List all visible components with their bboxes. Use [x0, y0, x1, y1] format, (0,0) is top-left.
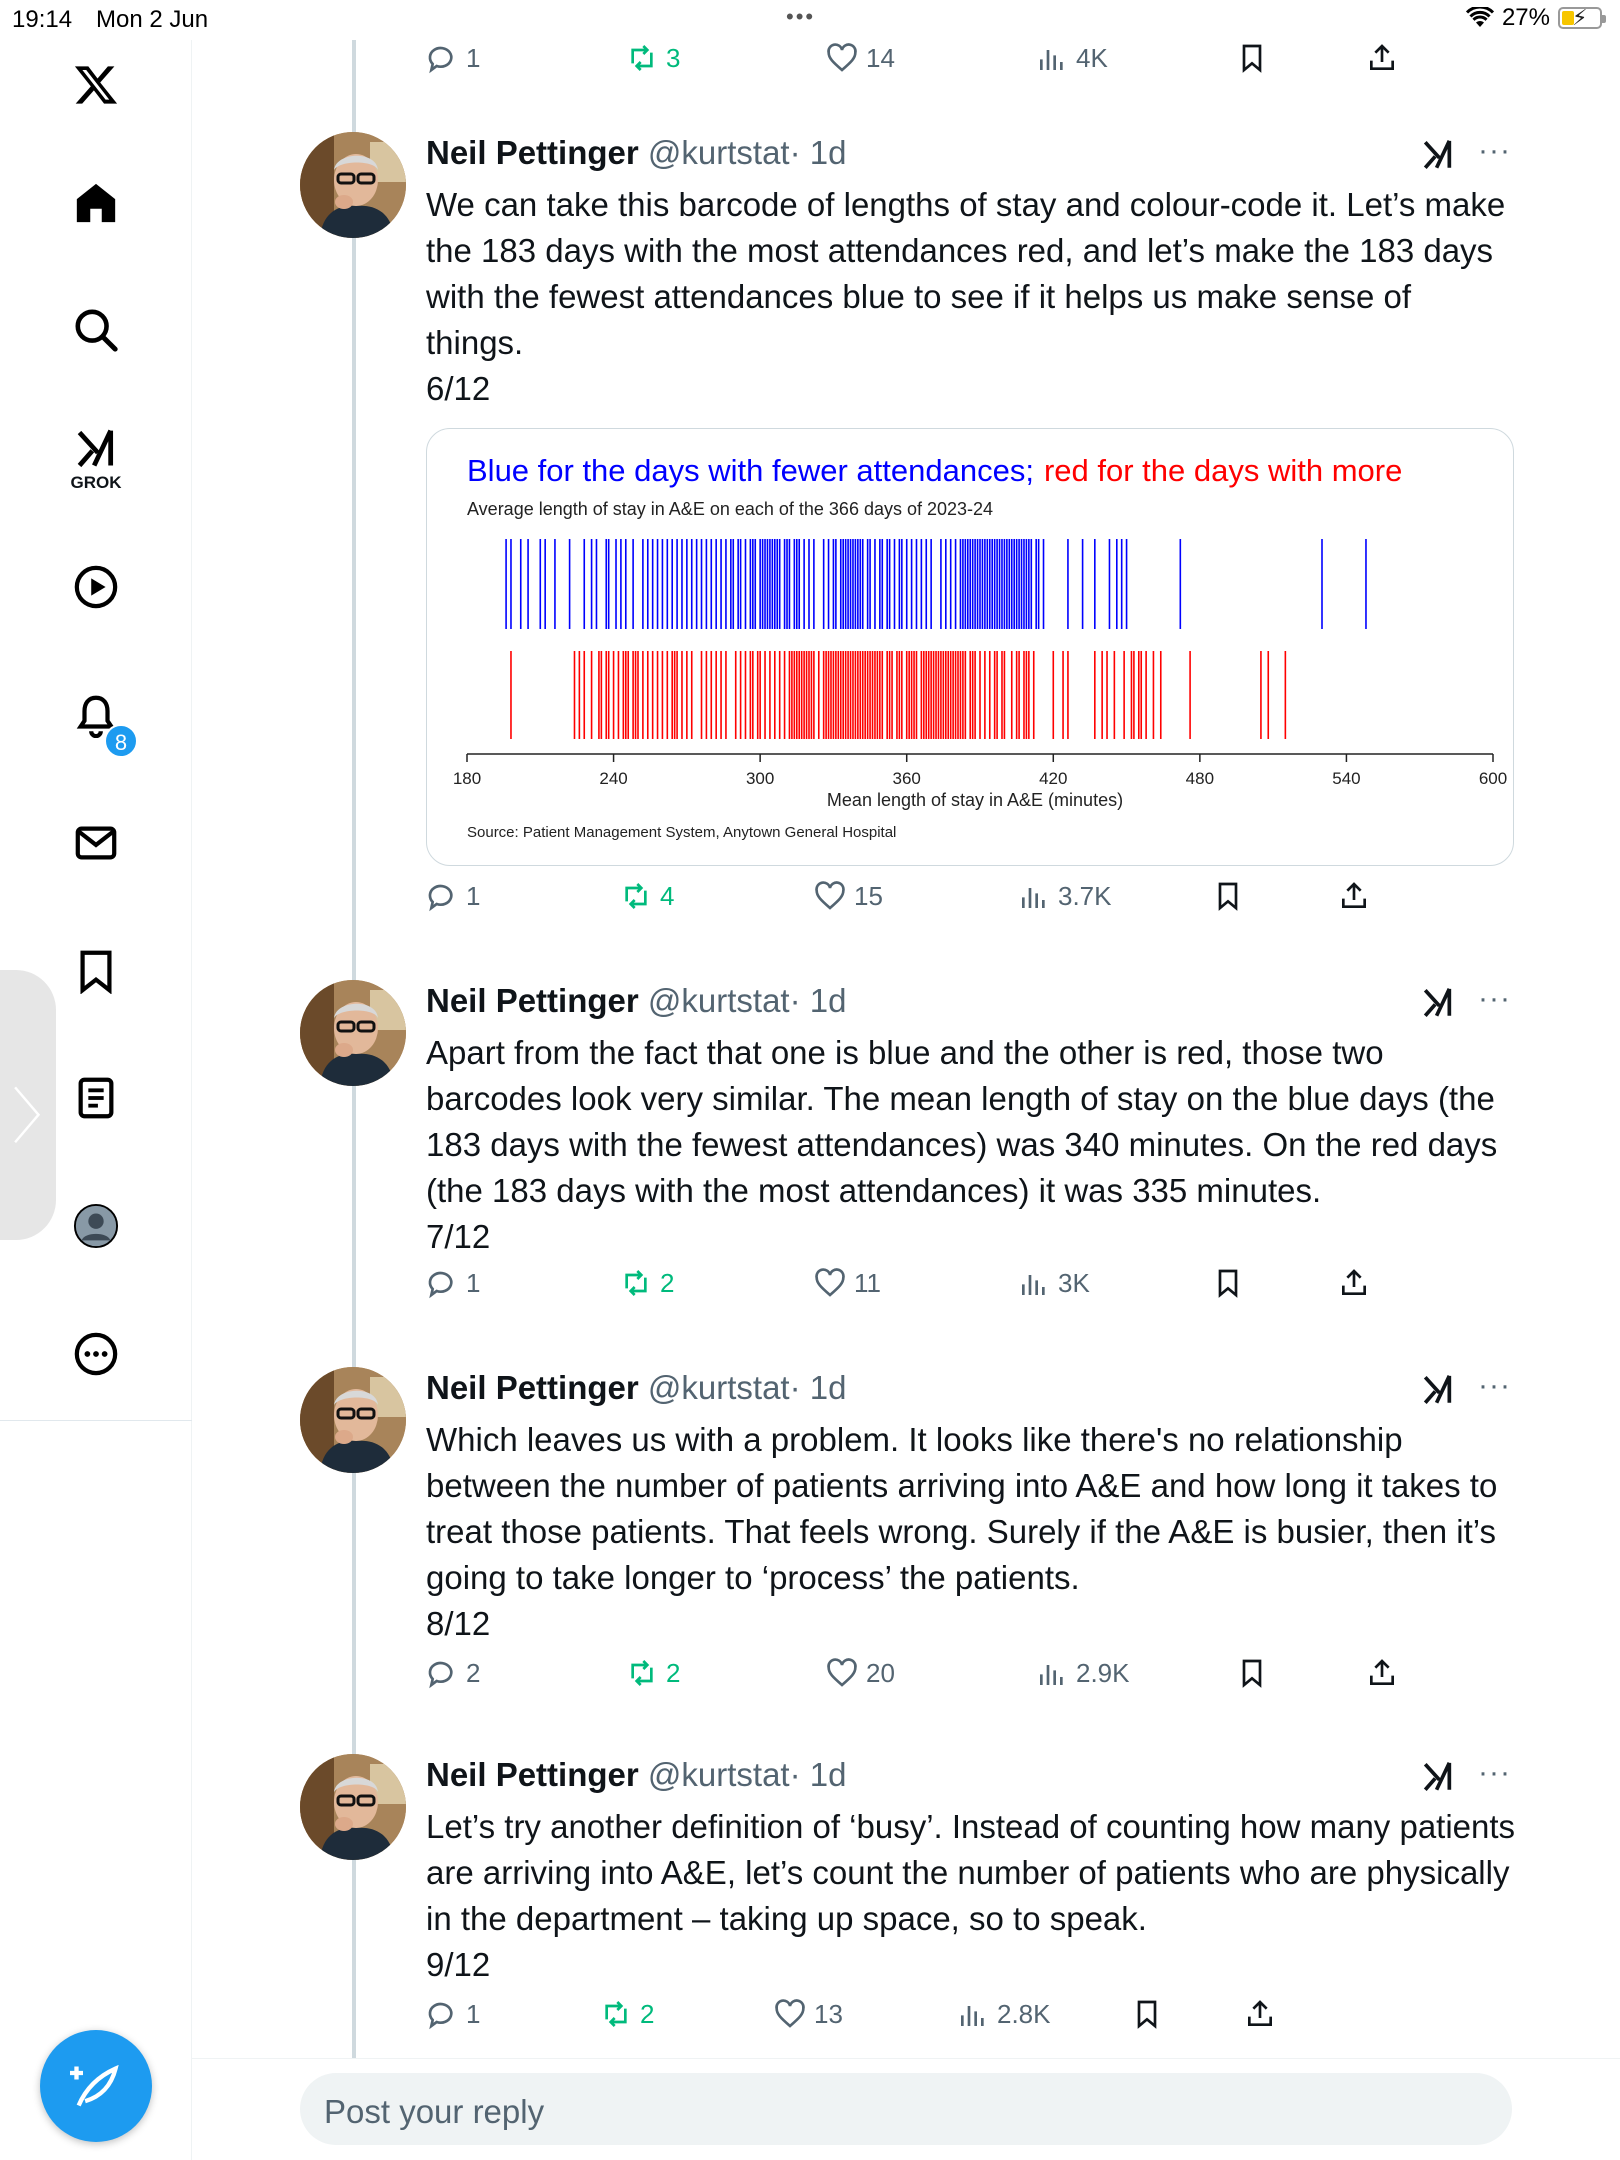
post-time[interactable]: · 1d [789, 982, 847, 1019]
reply-icon [426, 1998, 458, 2030]
share-button[interactable] [1366, 1657, 1398, 1689]
compose-post-button[interactable] [40, 2030, 152, 2142]
reply-button[interactable] [426, 1657, 480, 1689]
post-header [426, 1369, 846, 1407]
drawer-handle[interactable] [0, 970, 72, 1240]
chart-xlabel: Mean length of stay in A&E (minutes) [826, 790, 1124, 810]
author-handle[interactable]: @kurtstat [647, 982, 790, 1019]
post-header [426, 982, 846, 1020]
like-count: 13 [814, 1998, 843, 2029]
chart-title-red: red for the days with more [1043, 453, 1403, 488]
reply-button[interactable] [426, 1998, 480, 2030]
repost-count: 2 [640, 1998, 655, 2029]
like-count: 15 [854, 880, 883, 911]
author-name[interactable]: Neil Pettinger [426, 1369, 639, 1406]
repost-icon [626, 1657, 658, 1689]
chart-card[interactable] [426, 428, 1514, 866]
more-icon[interactable] [0, 1309, 192, 1399]
post-actions [426, 42, 1426, 82]
share-button[interactable] [1338, 1267, 1370, 1299]
heart-icon [814, 1267, 846, 1299]
view-count: 4K [1076, 42, 1108, 73]
post-more-button[interactable]: ··· [1478, 1369, 1511, 1402]
like-count: 20 [866, 1657, 895, 1688]
status-bar [0, 0, 1620, 40]
grok-label: GROK [70, 473, 122, 492]
grok-icon [1420, 986, 1456, 1020]
x-tick-label: 540 [1332, 769, 1361, 788]
author-handle[interactable]: @kurtstat [647, 1369, 790, 1406]
reply-button[interactable] [426, 880, 480, 912]
post-time[interactable]: · 1d [789, 134, 847, 171]
post-actions [426, 1998, 1426, 2038]
reply-count: 2 [466, 1657, 481, 1688]
views-icon [1018, 880, 1050, 912]
like-button[interactable] [814, 880, 883, 912]
reply-button[interactable] [426, 1267, 480, 1299]
views-icon [957, 1998, 989, 2030]
bookmark-button[interactable] [1131, 1998, 1163, 2030]
heart-icon [826, 42, 858, 74]
like-count: 11 [854, 1267, 881, 1298]
share-button[interactable] [1338, 880, 1370, 912]
battery-icon: ⚡ [1558, 7, 1602, 29]
chart-subtitle: Average length of stay in A&E on each of the 366 days of 2023-24 [467, 499, 994, 519]
post-time[interactable]: · 1d [789, 1756, 847, 1793]
post-actions [426, 1657, 1426, 1697]
reply-icon [426, 1267, 458, 1299]
grok-icon [1420, 138, 1456, 172]
chart-source: Source: Patient Management System, Anytown General Hospital [467, 824, 897, 841]
repost-icon [620, 1267, 652, 1299]
reply-count: 1 [466, 1267, 481, 1298]
reply-button[interactable] [426, 42, 480, 74]
grok-icon [1420, 1373, 1456, 1407]
author-handle[interactable]: @kurtstat [647, 1756, 790, 1793]
share-button[interactable] [1244, 1998, 1276, 2030]
x-tick-label: 600 [1478, 769, 1508, 788]
feather-plus-icon [70, 2060, 122, 2112]
post-text: Apart from the fact that one is blue and the other is red, those two barcodes look very similar. The mean length of stay on the blue days (the 183 days with the fewest attendances) was 340 minutes. On the red days (the 183 days with the most attendances) it was 335 minutes. 7/12 [426, 1034, 1498, 1255]
heart-icon [814, 880, 846, 912]
share-icon [1338, 880, 1370, 912]
post-header [426, 1756, 846, 1794]
reply-icon [426, 880, 458, 912]
chart-title-blue: Blue for the days with fewer attendances [467, 453, 1026, 488]
bookmark-button[interactable] [1212, 1267, 1244, 1299]
reply-count: 1 [466, 42, 481, 73]
like-button[interactable] [826, 42, 895, 74]
status-time: 19:14 [12, 6, 73, 33]
repost-button[interactable] [626, 42, 680, 74]
avatar[interactable] [300, 1367, 406, 1473]
grok-icon[interactable] [0, 415, 192, 505]
view-count: 3K [1058, 1267, 1090, 1298]
repost-count: 3 [666, 42, 681, 73]
views-button[interactable] [957, 1998, 1051, 2030]
bookmark-button[interactable] [1212, 880, 1244, 912]
view-count: 2.8K [997, 1998, 1051, 2029]
sidebar-divider [0, 1420, 192, 1421]
bookmark-icon [1236, 42, 1268, 74]
share-icon [1366, 1657, 1398, 1689]
repost-icon [620, 880, 652, 912]
notifications-icon[interactable] [0, 670, 192, 760]
post-actions [426, 880, 1426, 920]
repost-count: 2 [660, 1267, 675, 1298]
status-date: Mon 2 Jun [96, 6, 209, 33]
reply-count: 1 [466, 1998, 481, 2029]
bookmark-button[interactable] [1236, 1657, 1268, 1689]
view-count: 3.7K [1058, 880, 1112, 911]
reply-icon [426, 42, 458, 74]
multitask-dots[interactable]: ••• [786, 4, 816, 29]
heart-icon [774, 1998, 806, 2030]
search-icon[interactable] [0, 285, 192, 375]
share-button[interactable] [1366, 42, 1398, 74]
grok-icon [1420, 1760, 1456, 1794]
author-name[interactable]: Neil Pettinger [426, 134, 639, 171]
repost-icon [626, 42, 658, 74]
x-logo-icon[interactable] [0, 40, 192, 130]
bookmark-icon [1212, 880, 1244, 912]
reply-bar [192, 2058, 1620, 2160]
post-more-button[interactable]: ··· [1478, 1756, 1511, 1789]
post-text: Which leaves us with a problem. It looks like there's no relationship between the number of patients arriving into A&E and how long it takes to treat those patients. That feels wrong. Surely if the A&E is busier, then it’s going to take longer to ‘process’ the patients. 8/12 [426, 1421, 1498, 1642]
x-tick-label: 240 [599, 769, 628, 788]
battery-percent: 27% [1501, 4, 1550, 31]
home-icon[interactable] [0, 158, 192, 248]
bookmark-icon [1212, 1267, 1244, 1299]
post-header [426, 134, 846, 172]
x-tick-label: 300 [745, 769, 775, 788]
views-button[interactable] [1036, 1657, 1130, 1689]
grok-explain-button[interactable] [1420, 1373, 1456, 1412]
like-button[interactable] [826, 1657, 895, 1689]
repost-count: 4 [660, 880, 675, 911]
heart-icon [826, 1657, 858, 1689]
reply-count: 1 [466, 880, 481, 911]
video-icon[interactable] [0, 542, 192, 632]
repost-count: 2 [666, 1657, 681, 1688]
avatar[interactable] [300, 1754, 406, 1860]
avatar[interactable] [300, 980, 406, 1086]
views-button[interactable] [1018, 880, 1112, 912]
chart-title-separator: ; [1025, 453, 1034, 488]
views-icon [1018, 1267, 1050, 1299]
messages-icon[interactable] [0, 798, 192, 888]
x-tick-label: 180 [452, 769, 482, 788]
views-icon [1036, 1657, 1068, 1689]
grok-explain-button[interactable] [1420, 986, 1456, 1025]
x-tick-label: 360 [892, 769, 921, 788]
x-tick-label: 480 [1185, 769, 1215, 788]
notification-badge: 8 [104, 724, 138, 758]
repost-button[interactable] [620, 1267, 674, 1299]
share-icon [1338, 1267, 1370, 1299]
bookmark-icon [1236, 1657, 1268, 1689]
reply-icon [426, 1657, 458, 1689]
svg-text:Blue for the days with fewer a [467, 453, 1402, 488]
barcode-chart [427, 429, 1514, 866]
grok-explain-button[interactable] [1420, 138, 1456, 177]
like-button[interactable] [774, 1998, 843, 2030]
post-text: We can take this barcode of lengths of stay and colour-code it. Let’s make the 183 days with the most attendances red, and let’s make the 183 days with the fewest attendances blue to see if it helps us make sense of things. 6/12 [426, 186, 1506, 407]
repost-button[interactable] [600, 1998, 654, 2030]
author-name[interactable]: Neil Pettinger [426, 1756, 639, 1793]
wifi-icon [1466, 7, 1494, 29]
chevron-right-icon: 〉 [12, 1083, 72, 1153]
post-more-button[interactable]: ··· [1478, 982, 1511, 1015]
author-handle[interactable]: @kurtstat [647, 134, 790, 171]
post-actions [426, 1267, 1426, 1307]
views-icon [1036, 42, 1068, 74]
repost-button[interactable] [620, 880, 674, 912]
bookmark-icon [1131, 1998, 1163, 2030]
avatar[interactable] [300, 132, 406, 238]
post-time[interactable]: · 1d [789, 1369, 847, 1406]
sidebar [0, 40, 192, 2160]
bookmark-button[interactable] [1236, 42, 1268, 74]
post-more-button[interactable]: ··· [1478, 134, 1511, 167]
views-button[interactable] [1018, 1267, 1090, 1299]
x-tick-label: 420 [1039, 769, 1068, 788]
post-text: Let’s try another definition of ‘busy’. Instead of counting how many patients are arriving into A&E, let’s count the number of patients who are physically in the department – taking up space, so to speak. 9/12 [426, 1808, 1516, 1983]
like-count: 14 [866, 42, 895, 73]
repost-button[interactable] [626, 1657, 680, 1689]
repost-icon [600, 1998, 632, 2030]
share-icon [1244, 1998, 1276, 2030]
share-icon [1366, 42, 1398, 74]
grok-explain-button[interactable] [1420, 1760, 1456, 1799]
views-button[interactable] [1036, 42, 1108, 74]
view-count: 2.9K [1076, 1657, 1130, 1688]
like-button[interactable] [814, 1267, 881, 1299]
author-name[interactable]: Neil Pettinger [426, 982, 639, 1019]
reply-input[interactable]: Post your reply [300, 2073, 1512, 2145]
